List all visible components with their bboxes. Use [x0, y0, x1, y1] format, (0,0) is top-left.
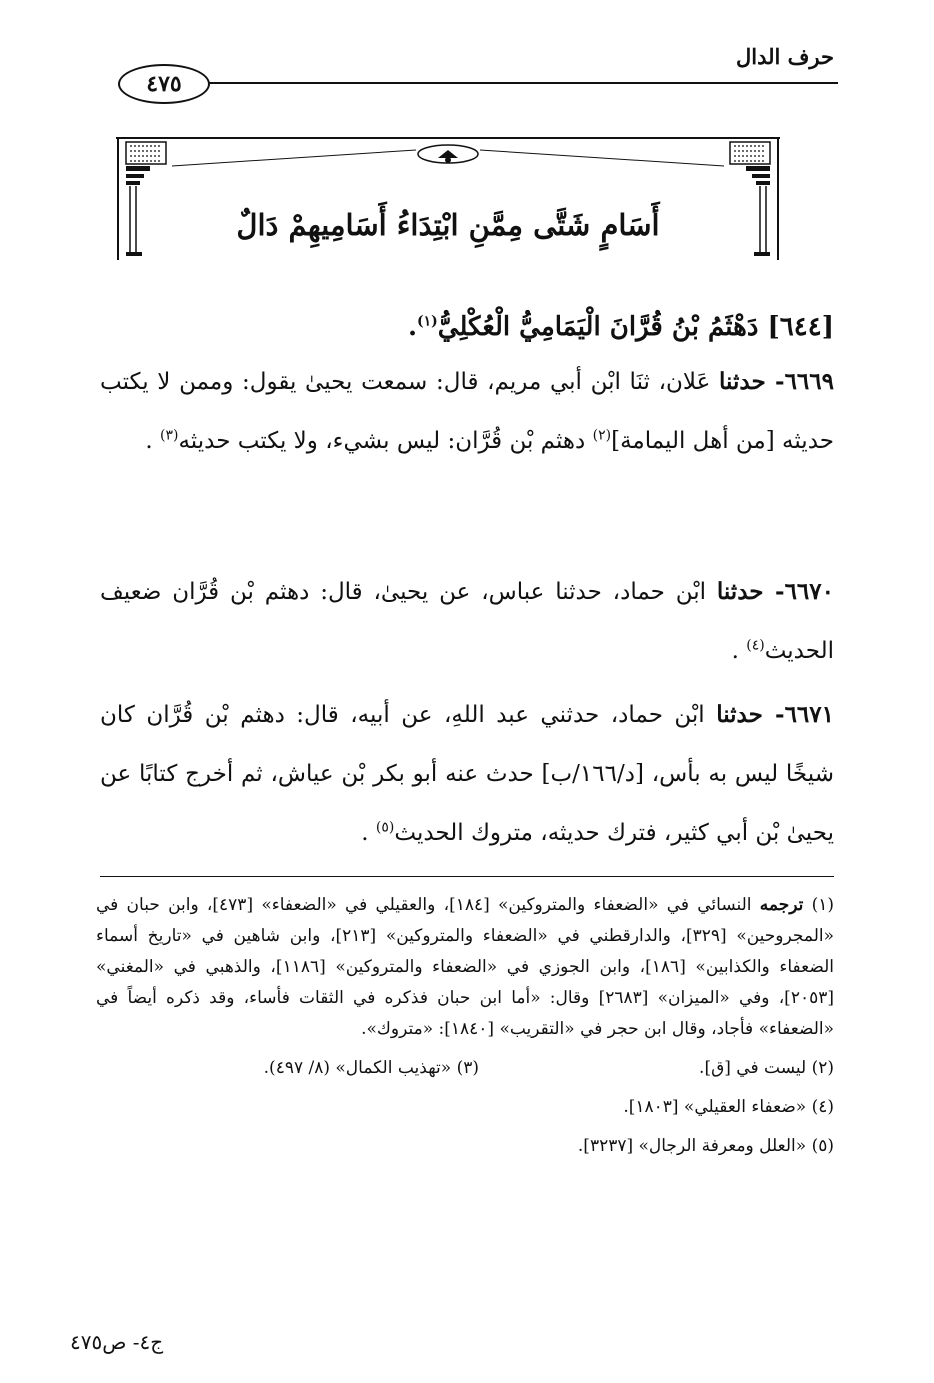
- footnotes: [96, 890, 834, 1162]
- hadith-number: ٦٦٦٩-: [765, 368, 834, 395]
- hadith-paragraph: [100, 562, 834, 681]
- hadith-keyword: حدثنا: [719, 368, 766, 395]
- hadith-paragraph: [100, 352, 834, 471]
- chapter-frame: [116, 134, 780, 262]
- ornament-frame-icon: [116, 134, 780, 262]
- hadith-number: ٦٦٧٠-: [763, 578, 834, 605]
- hadith-end: .: [361, 820, 376, 846]
- page-number-oval: [118, 64, 210, 104]
- volume-page-signature: ج٤- ص٤٧٥: [70, 1330, 164, 1354]
- hadith-paragraph: [100, 685, 834, 863]
- footnote-4: (٤) «ضعفاء العقيلي» [١٨٠٣].: [623, 1097, 834, 1117]
- entry-heading-end: .: [407, 312, 417, 342]
- hadith-text: ابْن حماد، حدثني عبد اللهِ، عن أبيه، قال: دهثم بْن قُرَّان كان شيخًا ليس به بأس، [د/١٦٦/ب] حدث عنه أبو بكر بْن عياش، ثم أخرج كتابًا عن يحيىٰ بْن أبي كثير، فترك حديثه، متروك الحديث: [100, 702, 834, 846]
- footnote-marker: (٥): [375, 819, 395, 836]
- footnote-1: [96, 890, 834, 1045]
- chapter-title: أَسَامٍ شَتَّى مِمَّنِ ابْتِدَاءُ أَسَامِيهِمْ دَالٌ: [236, 208, 660, 242]
- footnote-row: [96, 1053, 834, 1084]
- footnote-text: النسائي في «الضعفاء والمتروكين» [١٨٤]، والعقيلي في «الضعفاء» [٤٧٣]، وابن حبان في «المجروحين» [٣٢٩]، والدارقطني في «الضعفاء والمتروكين» [٢١٣]، وابن شاهين في «تاريخ أسماء الضعفاء والكذابين» [١٨٦]، وابن الجوزي في «الضعفاء والمتروكين» [١١٨٦]، والذهبي في «المغني» [٢٠٥٣]، وفي «الميزان» [٢٦٨٣] وقال: «أما ابن حبان فذكره في الثقات فأساء، وقد ذكره أيضاً في «الضعفاء» فأجاد، وقال ابن حجر في «التقريب» [١٨٤٠]: «متروك».: [96, 895, 834, 1039]
- entry-heading: [100, 312, 834, 342]
- hadith-text: ابْن حماد، حدثنا عباس، عن يحيىٰ، قال: دهثم بْن قُرَّان ضعيف الحديث: [100, 579, 834, 664]
- hadith-text: عَلان، ثنَا ابْن أبي مريم، قال: سمعت يحيىٰ يقول: وممن لا يكتب حديثه [من أهل اليمامة]: [100, 369, 834, 454]
- footnote-2: (٢) ليست في [ق].: [699, 1058, 834, 1078]
- hadith-number: ٦٦٧١-: [762, 701, 834, 728]
- hadith-end: .: [145, 428, 160, 454]
- entry-heading-text: [٦٤٤] دَهْثَمُ بْنُ قُرَّانَ الْيَمَامِيُّ الْعُكْلِيُّ: [437, 312, 834, 342]
- hadith-text: دهثم بْن قُرَّان: ليس بشيء، ولا يكتب حديثه: [178, 428, 593, 454]
- footnote-3: (٣) «تهذيب الكمال» (٨/ ٤٩٧).: [263, 1058, 479, 1078]
- header-rule: [205, 82, 838, 84]
- page-number: ٤٧٥: [146, 71, 182, 97]
- hadith-keyword: حدثنا: [716, 578, 764, 605]
- footnote-marker: (٢): [592, 427, 612, 444]
- footnote-marker: (٣): [160, 427, 179, 444]
- footnote-marker: (٤): [746, 637, 765, 654]
- footnote-number: (١): [803, 895, 834, 915]
- hadith-keyword: حدثنا: [716, 701, 763, 728]
- footnote-marker: (١): [417, 313, 438, 330]
- footnote-5: (٥) «العلل ومعرفة الرجال» [٣٢٣٧].: [577, 1136, 834, 1156]
- running-head: حرف الدال: [736, 44, 834, 69]
- hadith-end: .: [731, 638, 747, 664]
- footnote-label: ترجمه: [759, 895, 804, 915]
- footnote-divider: [100, 876, 834, 877]
